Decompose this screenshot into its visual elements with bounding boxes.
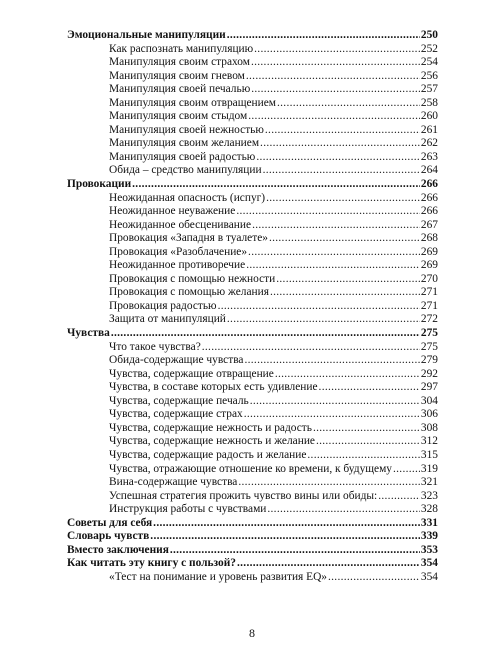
toc-subsection-entry (67, 83, 438, 97)
toc-subsection-entry (67, 313, 438, 327)
toc-entry-title: Чувства, содержащие радость и желание (109, 448, 307, 461)
toc-subsection-entry (67, 286, 438, 300)
toc-subsection-entry (67, 341, 438, 355)
toc-entry-title: Провокации (67, 178, 132, 191)
toc-section-entry (67, 544, 438, 558)
toc-entry-title: Как распознать манипуляцию (109, 42, 254, 55)
toc-subsection-entry (67, 463, 438, 477)
toc-dot-leader (170, 544, 420, 558)
toc-entry-page: 266 (420, 205, 438, 218)
toc-dot-leader (244, 354, 419, 368)
toc-entry-title: Советы для себя (67, 516, 153, 529)
toc-subsection-entry (67, 43, 438, 57)
toc-entry-title: Чувства, содержащие нежность и желание (109, 435, 315, 448)
toc-subsection-entry (67, 232, 438, 246)
toc-entry-title: Неожиданное обесценивание (109, 218, 252, 231)
toc-entry-title: Обида – средство манипуляции (109, 164, 262, 177)
toc-dot-leader (277, 97, 420, 111)
toc-dot-leader (236, 205, 420, 219)
toc-entry-title: Провокация с помощью желания (109, 286, 269, 299)
toc-entry-page: 304 (420, 394, 438, 407)
toc-dot-leader (153, 517, 420, 531)
toc-dot-leader (237, 557, 420, 571)
toc-dot-leader (378, 490, 420, 504)
toc-entry-title: Чувства, содержащие отвращение (109, 367, 274, 380)
toc-entry-title: Манипуляция своим желанием (109, 137, 260, 150)
toc-entry-page: 354 (420, 570, 438, 583)
toc-subsection-entry (67, 164, 438, 178)
toc-dot-leader (244, 408, 420, 422)
toc-entry-title: Эмоциональные манипуляции (67, 29, 226, 41)
toc-section-entry (67, 29, 438, 43)
toc-entry-title: Манипуляция своей радостью (109, 150, 256, 163)
toc-entry-title: Как читать эту книгу с пользой? (67, 557, 237, 570)
toc-subsection-entry (67, 110, 438, 124)
toc-entry-page: 319 (420, 462, 438, 475)
toc-subsection-entry (67, 435, 438, 449)
toc-dot-leader (265, 124, 420, 138)
toc-entry-title: Провокация «Разоблачение» (109, 245, 248, 258)
toc-entry-page: 269 (420, 259, 438, 272)
toc-subsection-entry (67, 381, 438, 395)
toc-subsection-entry (67, 422, 438, 436)
toc-entry-title: Инструкция работы с чувствами (109, 503, 267, 516)
toc-subsection-entry (67, 97, 438, 111)
toc-subsection-entry (67, 300, 438, 314)
toc-entry-page: 256 (420, 69, 438, 82)
toc-dot-leader (202, 341, 420, 355)
toc-subsection-entry (67, 70, 438, 84)
toc-entry-title: Обида-содержащие чувства (109, 354, 244, 367)
toc-entry-title: Вместо заключения (67, 543, 169, 556)
toc-dot-leader (316, 435, 420, 449)
toc-entry-page: 308 (420, 421, 438, 434)
toc-dot-leader (276, 273, 420, 287)
toc-subsection-entry (67, 259, 438, 273)
table-of-contents (67, 29, 438, 584)
toc-entry-title: Манипуляция своим страхом (109, 56, 250, 69)
toc-entry-title: Неожиданная опасность (испуг) (109, 191, 266, 204)
toc-entry-page: 270 (420, 272, 438, 285)
toc-entry-page: 353 (420, 543, 438, 556)
toc-entry-page: 269 (420, 245, 438, 258)
toc-subsection-entry (67, 246, 438, 260)
toc-subsection-entry (67, 205, 438, 219)
toc-dot-leader (246, 259, 420, 273)
toc-section-entry (67, 530, 438, 544)
toc-entry-page: 254 (420, 56, 438, 69)
toc-dot-leader (246, 70, 420, 84)
toc-entry-title: Чувства, в составе которых есть удивление (109, 381, 318, 394)
toc-subsection-entry (67, 273, 438, 287)
toc-dot-leader (275, 368, 420, 382)
toc-subsection-entry (67, 192, 438, 206)
toc-subsection-entry (67, 449, 438, 463)
toc-entry-page: 275 (420, 340, 438, 353)
toc-subsection-entry (67, 124, 438, 138)
toc-entry-page: 271 (420, 286, 438, 299)
toc-entry-page: 261 (420, 123, 438, 136)
toc-subsection-entry (67, 490, 438, 504)
toc-entry-page: 315 (420, 448, 438, 461)
toc-dot-leader (319, 381, 420, 395)
toc-entry-title: Чувства (67, 327, 110, 340)
toc-dot-leader (248, 246, 420, 260)
toc-entry-title: Неожиданное противоречие (109, 259, 246, 272)
toc-dot-leader (238, 476, 420, 490)
toc-subsection-entry (67, 219, 438, 233)
toc-entry-title: Чувства, содержащие печаль (109, 394, 249, 407)
toc-section-entry (67, 178, 438, 192)
toc-entry-page: 306 (420, 408, 438, 421)
toc-dot-leader (227, 29, 420, 43)
toc-entry-page: 258 (420, 96, 438, 109)
toc-entry-page: 328 (420, 503, 438, 516)
toc-entry-page: 272 (420, 313, 438, 326)
toc-entry-title: Чувства, отражающие отношение ко времени, к будущему (109, 462, 392, 475)
toc-entry-page: 323 (420, 489, 438, 502)
toc-entry-title: Манипуляция своим отвращением (109, 96, 277, 109)
toc-subsection-entry (67, 368, 438, 382)
toc-entry-title: Манипуляция своим гневом (109, 69, 245, 82)
toc-entry-page: 271 (420, 299, 438, 312)
toc-entry-page: 275 (420, 327, 438, 340)
toc-dot-leader (251, 56, 420, 70)
toc-entry-title: Вина-содержащие чувства (109, 476, 238, 489)
toc-entry-page: 266 (420, 178, 438, 191)
toc-entry-page: 252 (420, 42, 438, 55)
toc-entry-title: «Тест на понимание и уровень развития EQ» (109, 570, 328, 583)
toc-entry-page: 263 (420, 150, 438, 163)
page-number: 8 (249, 626, 255, 640)
toc-subsection-entry (67, 56, 438, 70)
toc-entry-title: Манипуляция своей нежностью (109, 123, 264, 136)
toc-dot-leader (132, 178, 420, 192)
toc-dot-leader (313, 422, 420, 436)
toc-entry-page: 250 (420, 29, 438, 41)
toc-entry-title: Манипуляция своим стыдом (109, 110, 248, 123)
toc-entry-page: 297 (420, 381, 438, 394)
toc-dot-leader (218, 300, 420, 314)
toc-entry-page: 260 (420, 110, 438, 123)
toc-dot-leader (111, 327, 420, 341)
toc-subsection-entry (67, 354, 438, 368)
toc-subsection-entry (67, 503, 438, 517)
toc-entry-page: 266 (420, 191, 438, 204)
toc-entry-page: 354 (420, 557, 438, 570)
toc-entry-page: 279 (420, 354, 438, 367)
toc-entry-title: Успешная стратегия прожить чувство вины или обиды: (109, 489, 378, 502)
toc-dot-leader (270, 286, 420, 300)
toc-dot-leader (254, 43, 420, 57)
toc-dot-leader (269, 232, 420, 246)
toc-entry-page: 339 (420, 530, 438, 543)
toc-entry-title: Провокация с помощью нежности (109, 272, 276, 285)
toc-dot-leader (150, 530, 420, 544)
toc-dot-leader (328, 571, 420, 585)
toc-section-entry (67, 557, 438, 571)
toc-entry-title: Неожиданное неуважение (109, 205, 236, 218)
toc-entry-title: Словарь чувств (67, 530, 150, 543)
toc-entry-title: Защита от манипуляций (109, 313, 226, 326)
toc-entry-page: 264 (420, 164, 438, 177)
toc-dot-leader (256, 151, 420, 165)
toc-dot-leader (307, 449, 420, 463)
toc-dot-leader (248, 110, 420, 124)
toc-entry-title: Чувства, содержащие нежность и радость (109, 421, 312, 434)
toc-subsection-entry (67, 571, 438, 585)
toc-entry-title: Манипуляция своей печалью (109, 83, 251, 96)
toc-entry-page: 262 (420, 137, 438, 150)
toc-section-entry (67, 327, 438, 341)
toc-entry-title: Провокация «Западня в туалете» (109, 232, 268, 245)
toc-entry-page: 268 (420, 232, 438, 245)
toc-entry-title: Провокация радостью (109, 299, 217, 312)
toc-entry-page: 257 (420, 83, 438, 96)
toc-subsection-entry (67, 395, 438, 409)
toc-subsection-entry (67, 151, 438, 165)
toc-entry-page: 267 (420, 218, 438, 231)
toc-dot-leader (251, 83, 420, 97)
toc-dot-leader (252, 219, 420, 233)
toc-entry-page: 312 (420, 435, 438, 448)
toc-entry-title: Чувства, содержащие страх (109, 408, 243, 421)
toc-dot-leader (266, 192, 420, 206)
toc-subsection-entry (67, 408, 438, 422)
toc-entry-title: Что такое чувства? (109, 340, 201, 353)
toc-section-entry (67, 517, 438, 531)
toc-entry-page: 292 (420, 367, 438, 380)
toc-entry-page: 331 (420, 516, 438, 529)
toc-entry-page: 321 (420, 476, 438, 489)
toc-dot-leader (393, 463, 420, 477)
toc-subsection-entry (67, 137, 438, 151)
toc-dot-leader (260, 137, 420, 151)
toc-dot-leader (250, 395, 420, 409)
toc-dot-leader (263, 164, 420, 178)
toc-dot-leader (227, 313, 420, 327)
toc-subsection-entry (67, 476, 438, 490)
toc-dot-leader (267, 503, 420, 517)
